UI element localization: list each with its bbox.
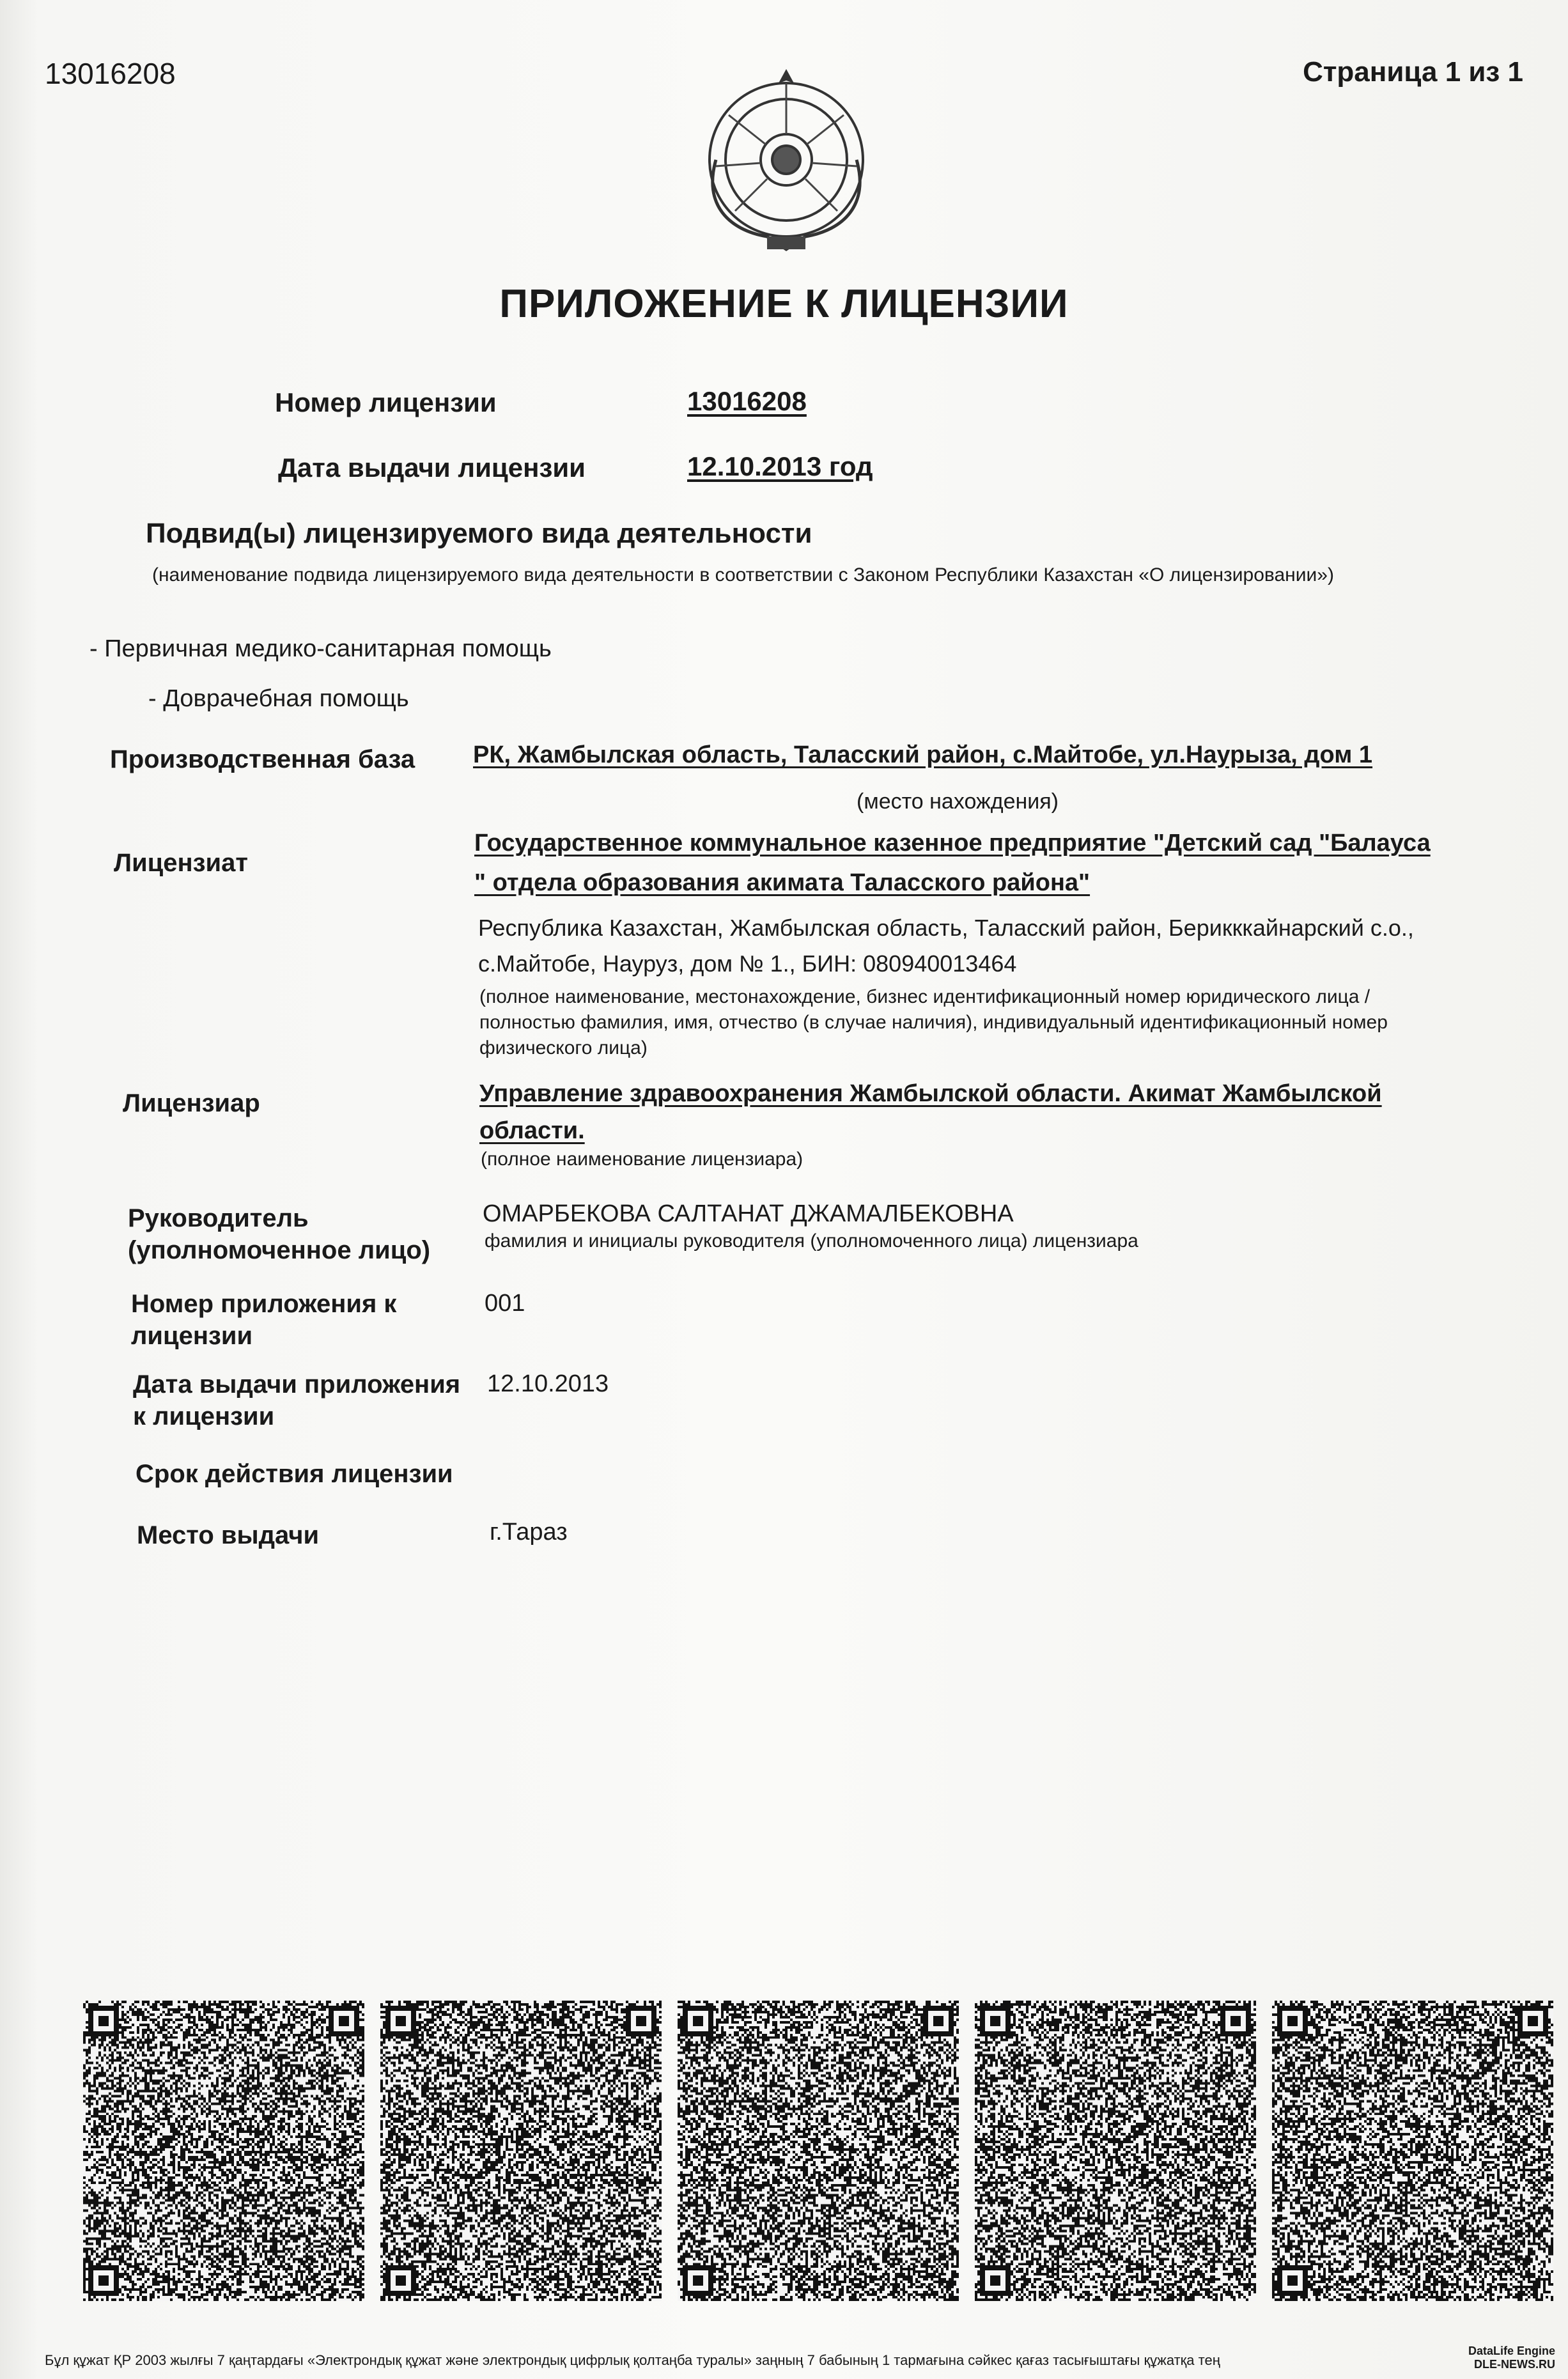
place-label: Место выдачи xyxy=(137,1521,320,1549)
document-title: ПРИЛОЖЕНИЕ К ЛИЦЕНЗИИ xyxy=(499,282,1069,326)
appendix-date-label-line-1: Дата выдачи приложения xyxy=(133,1370,461,1399)
watermark-line-2: DLE-NEWS.RU xyxy=(1474,2357,1555,2371)
footer-legal-note: Бұл құжат ҚР 2003 жылғы 7 қаңтардағы «Электрондық құжат және электрондық цифрлық қолтаңба туралы» заңның 7 бабының 1 тармағына сәйкес қағаз тасығыштағы құжатқа тең xyxy=(45,2352,1220,2368)
licensee-label: Лицензиат xyxy=(114,849,248,877)
production-base-label: Производственная база xyxy=(110,745,415,773)
place-value: г.Тараз xyxy=(490,1519,568,1546)
licensor-name-line-1: Управление здравоохранения Жамбылской области. Акимат Жамбылской xyxy=(479,1080,1382,1107)
barcode-5 xyxy=(1272,2001,1553,2301)
barcode-4 xyxy=(975,2001,1256,2301)
head-value: ОМАРБЕКОВА САЛТАНАТ ДЖАМАЛБЕКОВНА xyxy=(483,1200,1014,1227)
watermark-line-1: DataLife Engine xyxy=(1468,2344,1555,2357)
subtype-item-2: - Доврачебная помощь xyxy=(148,685,409,712)
appendix-date-value: 12.10.2013 xyxy=(487,1370,609,1397)
barcode-row xyxy=(83,2001,1509,2301)
head-label-line-2: (уполномоченное лицо) xyxy=(128,1236,431,1264)
barcode-2 xyxy=(380,2001,662,2301)
document-number: 13016208 xyxy=(45,57,176,90)
appendix-number-label-line-2: лицензии xyxy=(131,1322,253,1350)
page-indicator: Страница 1 из 1 xyxy=(1303,56,1523,88)
production-base-note: (место нахождения) xyxy=(857,789,1059,814)
watermark xyxy=(1468,2344,1555,2371)
licensor-note: (полное наименование лицензиара) xyxy=(481,1149,803,1170)
head-label-line-1: Руководитель xyxy=(128,1204,309,1232)
licensee-name-line-1: Государственное коммунальное казенное предприятие "Детский сад "Балауса xyxy=(474,830,1431,856)
barcode-1 xyxy=(83,2001,364,2301)
emblem-icon xyxy=(690,64,882,262)
license-number-value: 13016208 xyxy=(687,386,807,416)
head-note: фамилия и инициалы руководителя (уполномоченного лица) лицензиара xyxy=(485,1230,1138,1251)
barcode-3 xyxy=(678,2001,959,2301)
validity-label: Срок действия лицензии xyxy=(136,1460,453,1488)
appendix-date-label-line-2: к лицензии xyxy=(133,1402,275,1430)
licensee-address-line-1: Республика Казахстан, Жамбылская область, Таласский район, Берикккайнарский с.о., xyxy=(478,915,1414,941)
licensee-address-line-2: с.Майтобе, Науруз, дом № 1., БИН: 080940013464 xyxy=(478,950,1017,977)
appendix-number-value: 001 xyxy=(485,1290,525,1317)
licensee-note-line-2: полностью фамилия, имя, отчество (в случае наличия), индивидуальный идентификационный номер xyxy=(479,1012,1388,1033)
production-base-value: РК, Жамбылская область, Таласский район, с.Майтобе, ул.Наурыза, дом 1 xyxy=(473,741,1373,768)
licensee-name-line-2: " отдела образования акимата Таласского района" xyxy=(474,869,1091,896)
license-date-value: 12.10.2013 год xyxy=(687,451,873,481)
licensee-note-line-1: (полное наименование, местонахождение, бизнес идентификационный номер юридического лица / xyxy=(479,986,1370,1007)
licensor-name-line-2: области. xyxy=(479,1117,585,1144)
licensee-note-line-3: физического лица) xyxy=(479,1037,648,1058)
appendix-number-label-line-1: Номер приложения к xyxy=(131,1290,397,1318)
license-number-label: Номер лицензии xyxy=(275,387,497,417)
subtype-note: (наименование подвида лицензируемого вида деятельности в соответствии с Законом Республики Казахстан «О лицензировании») xyxy=(152,564,1334,585)
subtype-heading: Подвид(ы) лицензируемого вида деятельности xyxy=(146,518,812,549)
licensor-label: Лицензиар xyxy=(123,1089,260,1117)
subtype-item-1: - Первичная медико-санитарная помощь xyxy=(89,635,552,662)
license-date-label: Дата выдачи лицензии xyxy=(278,453,586,483)
